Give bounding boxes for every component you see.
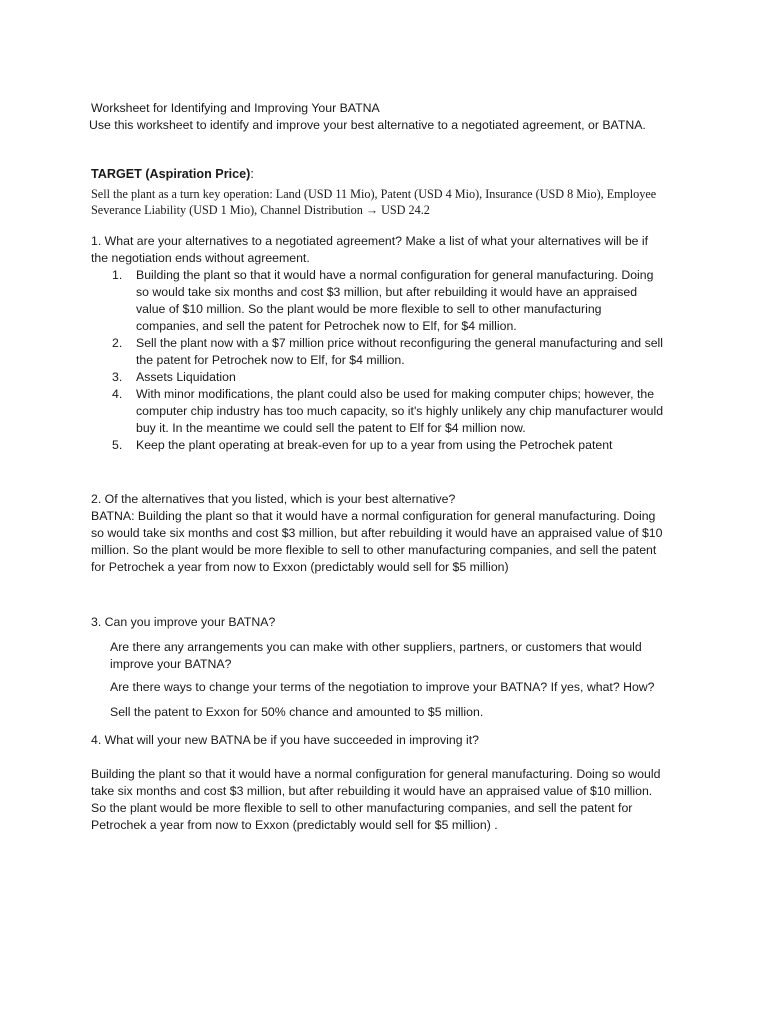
target-description-line-2: Severance Liability (USD 1 Mio), Channel Distribution → USD 24.2 bbox=[91, 203, 430, 217]
question-2-text: 2. Of the alternatives that you listed, which is your best alternative? bbox=[91, 492, 456, 506]
question-1-line-1: 1. What are your alternatives to a negotiated agreement? Make a list of what your alternatives will be if bbox=[91, 234, 649, 248]
alternative-item bbox=[91, 335, 691, 369]
target-heading bbox=[91, 166, 691, 183]
question-4-section bbox=[91, 732, 691, 834]
target-heading-colon: : bbox=[250, 167, 254, 181]
question-4-answer-line-1: Building the plant so that it would have a normal configuration for general manufacturing. Doing so would bbox=[91, 767, 661, 781]
alternative-number: 3. bbox=[112, 370, 123, 384]
question-4-text: 4. What will your new BATNA be if you have succeeded in improving it? bbox=[91, 733, 479, 747]
worksheet-title: Worksheet for Identifying and Improving Your BATNA bbox=[91, 101, 380, 115]
worksheet-header bbox=[91, 100, 691, 134]
question-3-sub-1-line-1: Are there any arrangements you can make with other suppliers, partners, or customers that would bbox=[110, 640, 642, 654]
alternative-number: 2. bbox=[112, 336, 123, 350]
alternative-text-line: With minor modifications, the plant could also be used for making computer chips; however, the bbox=[136, 387, 655, 401]
alternative-item bbox=[91, 437, 691, 454]
question-3-sub-3: Sell the patent to Exxon for 50% chance and amounted to $5 million. bbox=[110, 705, 484, 719]
alternative-item bbox=[91, 267, 691, 335]
question-4-answer-line-2: take six months and cost $3 million, but after rebuilding it would have an appraised value of $10 million. bbox=[91, 784, 653, 798]
question-4-answer-line-3: So the plant would be more flexible to sell to other manufacturing companies, and sell the patent for bbox=[91, 801, 633, 815]
question-2-answer-line-2: so would take six months and cost $3 million, but after rebuilding it would have an appraised value of $10 bbox=[91, 526, 663, 540]
question-2-answer-line-3: million. So the plant would be more flexible to sell to other manufacturing companies, and sell the patent bbox=[91, 543, 657, 557]
alternative-number: 1. bbox=[112, 268, 123, 282]
question-3-section bbox=[91, 614, 691, 721]
alternative-item bbox=[91, 369, 691, 386]
target-description-line-1: Sell the plant as a turn key operation: Land (USD 11 Mio), Patent (USD 4 Mio), Insurance (USD 8 Mio), Employee bbox=[91, 187, 657, 201]
alternative-number: 4. bbox=[112, 387, 123, 401]
alternative-text-line: companies, and sell the patent for Petrochek now to Elf, for $4 million. bbox=[136, 319, 517, 333]
alternative-item bbox=[91, 386, 691, 437]
target-heading-text: TARGET (Aspiration Price) bbox=[91, 167, 251, 181]
worksheet-intro: Use this worksheet to identify and improve your best alternative to a negotiated agreement, or BATNA. bbox=[89, 118, 646, 132]
alternative-text-line: Keep the plant operating at break-even for up to a year from using the Petrochek patent bbox=[136, 438, 613, 452]
alternative-number: 5. bbox=[112, 438, 123, 452]
alternative-text-line: Sell the plant now with a $7 million price without reconfiguring the general manufacturing and sell bbox=[136, 336, 664, 350]
question-2-answer-line-1: BATNA: Building the plant so that it would have a normal configuration for general manufacturing. Doing bbox=[91, 509, 656, 523]
question-4-answer-line-4: Petrochek a year from now to Exxon (predictably would sell for $5 million) . bbox=[91, 818, 498, 832]
alternative-text-line: Assets Liquidation bbox=[136, 370, 236, 384]
question-3-text: 3. Can you improve your BATNA? bbox=[91, 615, 276, 629]
question-1-line-2: the negotiation ends without agreement. bbox=[91, 251, 310, 265]
question-2-answer-line-4: for Petrochek a year from now to Exxon (predictably would sell for $5 million) bbox=[91, 560, 509, 574]
question-3-sub-2: Are there ways to change your terms of the negotiation to improve your BATNA? If yes, what? How? bbox=[110, 680, 655, 694]
alternative-text-line: the patent for Petrochek now to Elf, for $4 million. bbox=[136, 353, 405, 367]
alternative-text-line: buy it. In the meantime we could sell the patent to Elf for $4 million now. bbox=[136, 421, 526, 435]
alternative-text-line: value of $10 million. So the plant would be more flexible to sell to other manufacturing bbox=[136, 302, 602, 316]
alternatives-list bbox=[91, 267, 691, 454]
target-section bbox=[91, 166, 691, 218]
alternative-text-line: computer chip industry has too much capacity, so it's highly unlikely any chip manufacturer would bbox=[136, 404, 664, 418]
question-1-section bbox=[91, 233, 691, 454]
alternative-text-line: so would take six months and cost $3 million, but after rebuilding it would have an appraised bbox=[136, 285, 638, 299]
question-2-section bbox=[91, 491, 691, 576]
alternative-text-line: Building the plant so that it would have a normal configuration for general manufacturing. Doing bbox=[136, 268, 654, 282]
question-3-sub-1-line-2: improve your BATNA? bbox=[110, 657, 232, 671]
